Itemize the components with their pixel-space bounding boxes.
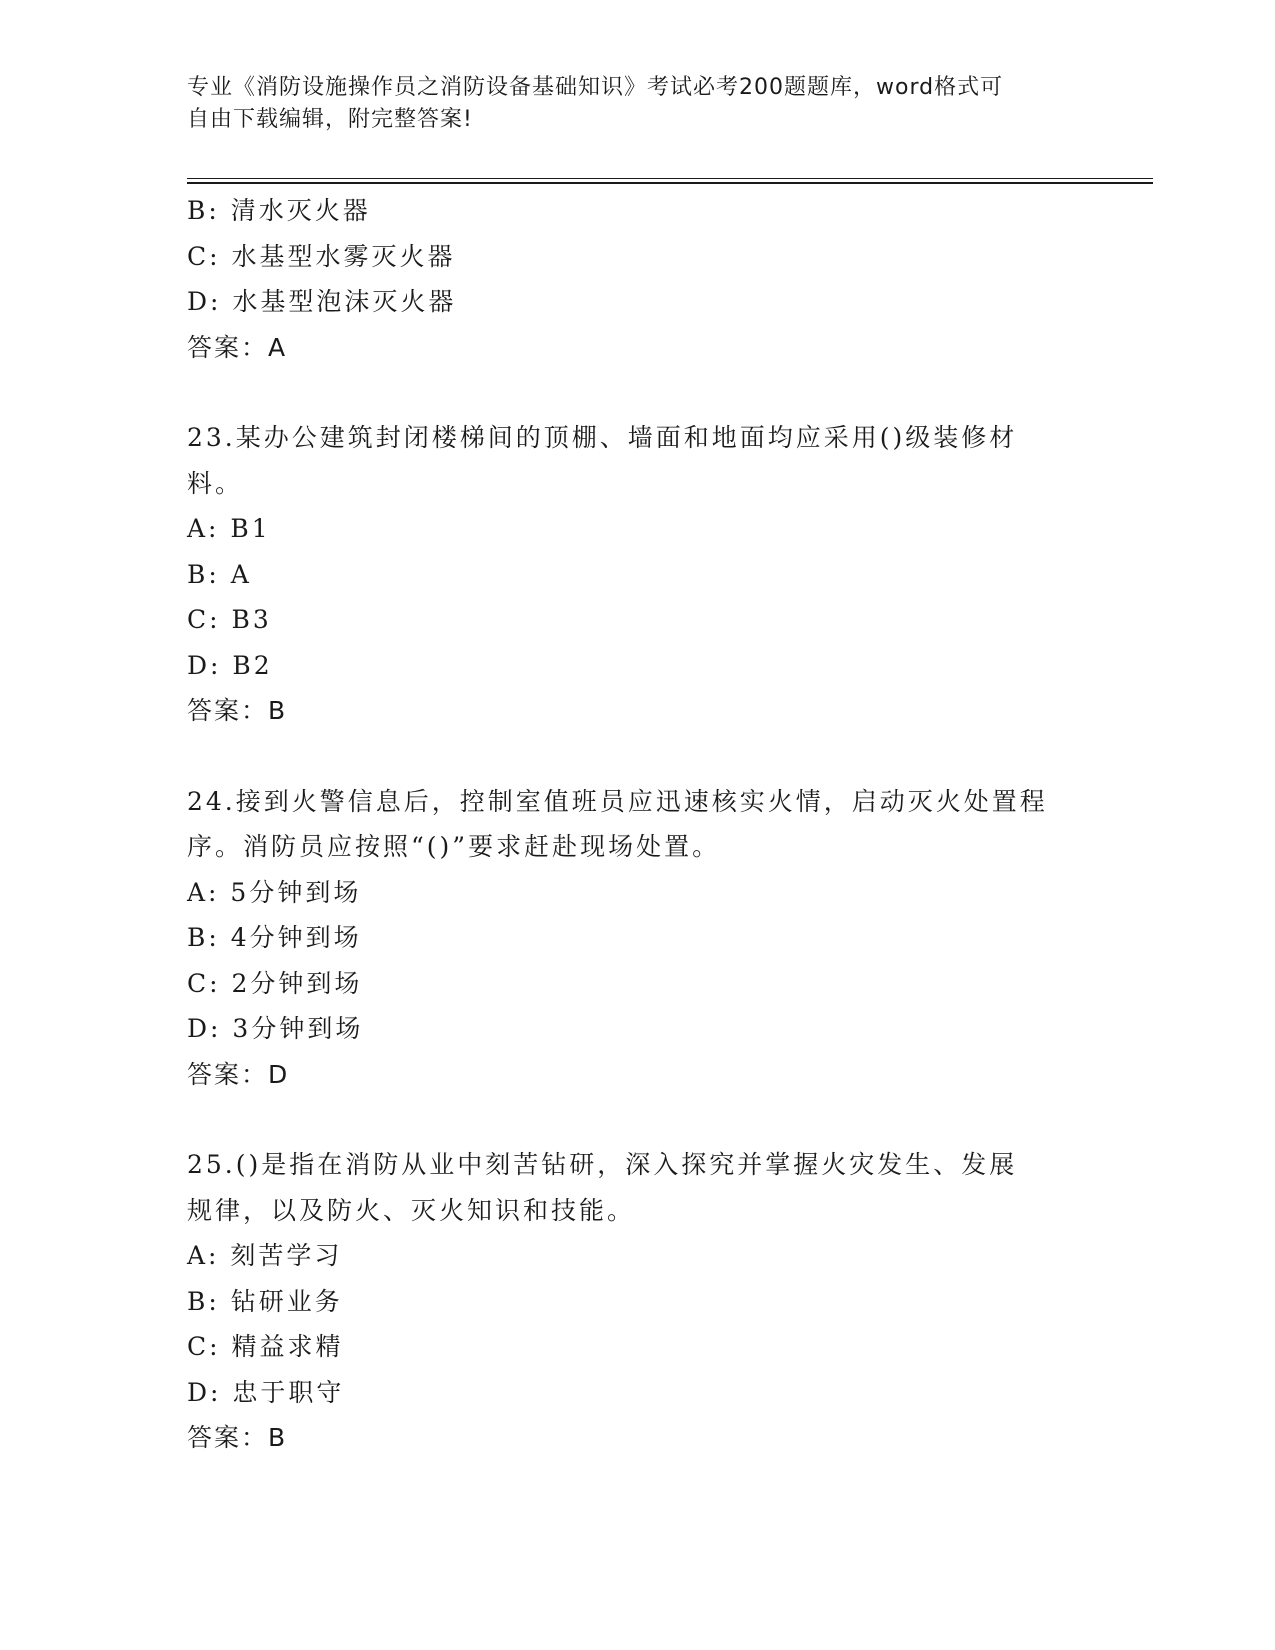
option-c: C: 2分钟到场 xyxy=(187,968,363,998)
option-d: D: 忠于职守 xyxy=(187,1377,345,1407)
question-22-continuation xyxy=(187,188,1087,370)
option-b: B: 4分钟到场 xyxy=(187,923,362,952)
question-23 xyxy=(187,415,1087,734)
option-b: B: A xyxy=(187,559,252,589)
question-text-line-2: 序。消防员应按照“()”要求赶赴现场处置。 xyxy=(187,832,721,861)
header-line-2: 自由下载编辑，附完整答案! xyxy=(187,107,473,132)
divider-thick xyxy=(187,182,1153,184)
header-line-1: 专业《消防设施操作员之消防设备基础知识》考试必考200题题库，word格式可 xyxy=(187,75,1004,100)
answer-line: 答案：A xyxy=(187,332,288,362)
question-text-line-2: 规律，以及防火、灭火知识和技能。 xyxy=(187,1195,636,1225)
question-text-line-2: 料。 xyxy=(187,468,244,498)
option-d: D: B2 xyxy=(187,650,273,680)
option-c: C: 精益求精 xyxy=(187,1332,344,1361)
option-a: A: B1 xyxy=(187,514,271,543)
option-a: A: 刻苦学习 xyxy=(187,1241,343,1270)
question-text-line-1: 24.接到火警信息后，控制室值班员应迅速核实火情，启动灭火处置程 xyxy=(187,786,1048,816)
header-divider xyxy=(187,178,1153,184)
question-text-line-1: 25.()是指在消防从业中刻苦钻研，深入探究并掌握火灾发生、发展 xyxy=(187,1150,1018,1179)
answer-line: 答案：B xyxy=(187,1423,288,1452)
question-list xyxy=(187,188,1087,1461)
option-d: D: 3分钟到场 xyxy=(187,1014,364,1043)
option-b: B: 清水灭火器 xyxy=(187,196,371,225)
option-b: B: 钻研业务 xyxy=(187,1286,343,1316)
divider-thin xyxy=(187,178,1153,179)
option-c: C: 水基型水雾灭火器 xyxy=(187,241,456,271)
question-25 xyxy=(187,1142,1087,1461)
option-a: A: 5分钟到场 xyxy=(187,877,362,907)
question-text-line-1: 23.某办公建筑封闭楼梯间的顶棚、墙面和地面均应采用()级装修材 xyxy=(187,423,1018,452)
answer-line: 答案：B xyxy=(187,696,288,725)
document-header xyxy=(187,72,1067,136)
option-c: C: B3 xyxy=(187,605,272,634)
answer-line: 答案：D xyxy=(187,1059,290,1089)
option-d: D: 水基型泡沫灭火器 xyxy=(187,287,457,316)
question-24 xyxy=(187,779,1087,1098)
